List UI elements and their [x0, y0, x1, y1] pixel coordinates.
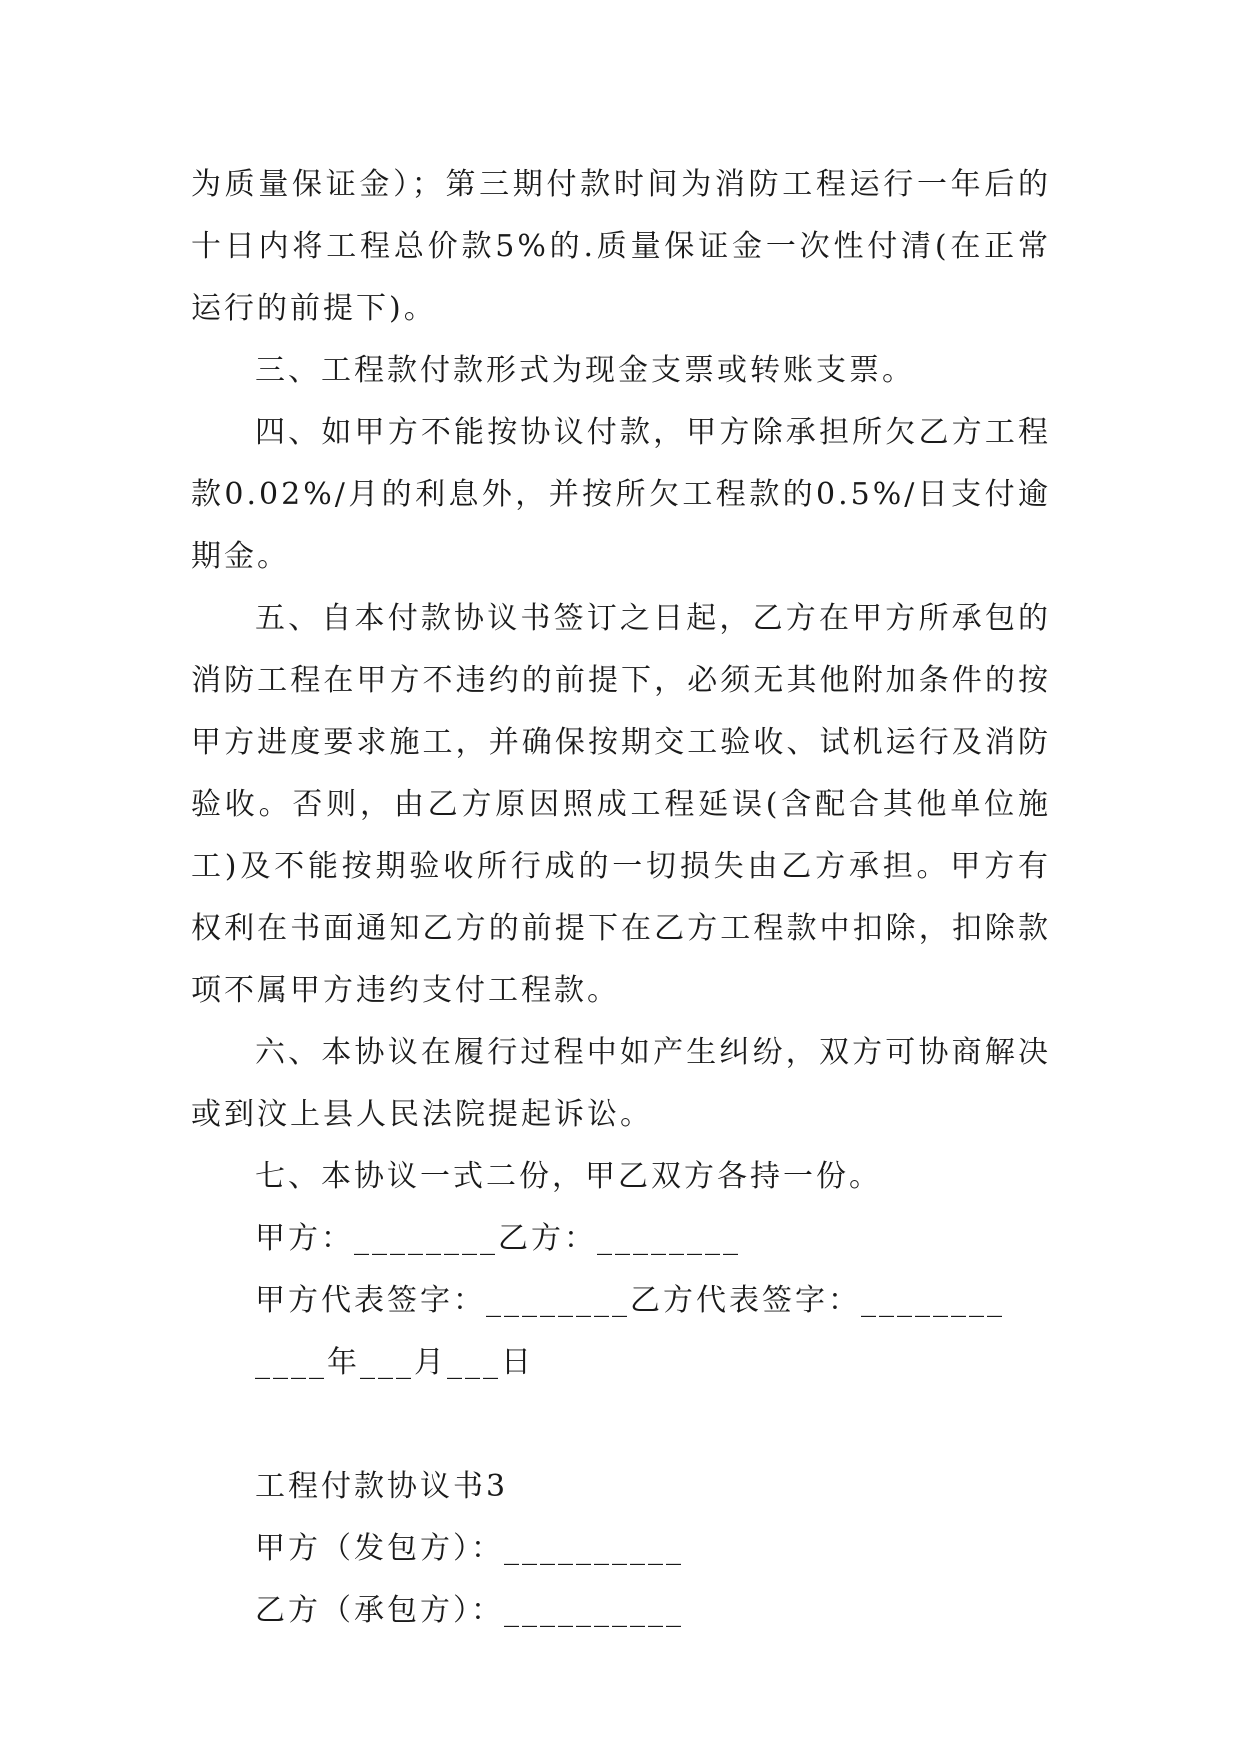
- section-gap: [191, 1394, 1051, 1456]
- section-title: 工程付款协议书3: [255, 1469, 509, 1504]
- paragraph-clause-6: 六、本协议在履行过程中如产生纠纷，双方可协商解决或到汶上县人民法院提起诉讼。: [191, 1035, 1051, 1132]
- paragraph-clause-3: 三、工程款付款形式为现金支票或转账支票。: [255, 353, 915, 388]
- document-body: [191, 154, 1051, 1642]
- signature-representatives: 甲方代表签字：________乙方代表签字：________: [255, 1283, 1005, 1318]
- signature-parties: 甲方：________乙方：________: [255, 1221, 741, 1256]
- party-b-line: 乙方（承包方）：__________: [255, 1593, 684, 1628]
- paragraph-clause-4: 四、如甲方不能按协议付款，甲方除承担所欠乙方工程款0.02%/月的利息外，并按所欠工程款的0.5%/日支付逾期金。: [191, 415, 1051, 574]
- signature-date: ____年___月___日: [255, 1345, 534, 1380]
- party-a-line: 甲方（发包方）：__________: [255, 1531, 684, 1566]
- paragraph-payment-terms: 为质量保证金）；第三期付款时间为消防工程运行一年后的十日内将工程总价款5%的.质量保证金一次性付清(在正常运行的前提下)。: [191, 167, 1051, 326]
- paragraph-clause-5: 五、自本付款协议书签订之日起，乙方在甲方所承包的消防工程在甲方不违约的前提下，必须无其他附加条件的按甲方进度要求施工，并确保按期交工验收、试机运行及消防验收。否则，由乙方原因照成工程延误(含配合其他单位施工)及不能按期验收所行成的一切损失由乙方承担。甲方有权利在书面通知乙方的前提下在乙方工程款中扣除，扣除款项不属甲方违约支付工程款。: [191, 601, 1051, 1008]
- paragraph-clause-7: 七、本协议一式二份，甲乙双方各持一份。: [255, 1159, 882, 1194]
